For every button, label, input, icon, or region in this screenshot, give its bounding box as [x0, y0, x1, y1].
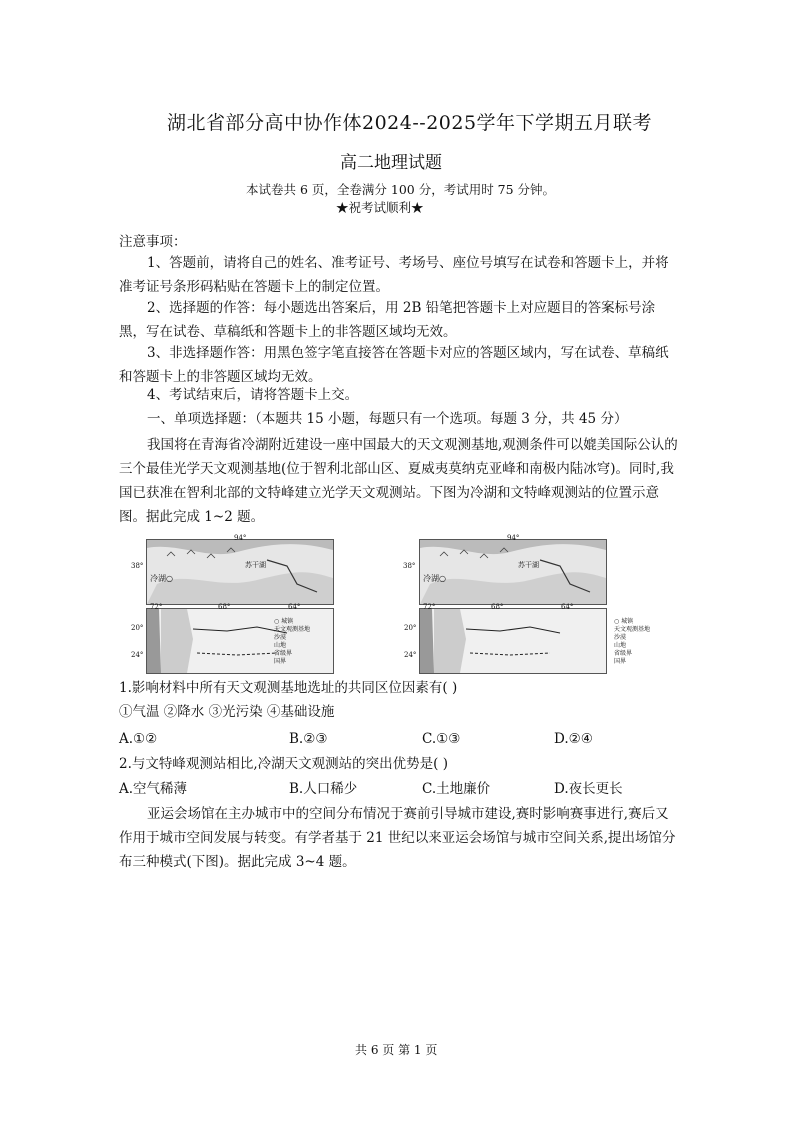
legend-mountain: 山地 [614, 642, 627, 649]
legend-desert: 沙漠 [614, 634, 627, 641]
map-right-lat-20: 20° [404, 624, 417, 632]
map-right-lon-72: 72° [423, 603, 436, 611]
notice-item-3: 3、非选择题作答：用黑色签字笔直接答在答题卡对应的答题区域内，写在试卷、草稿纸和答题卡上的非答题区域均无效。 [119, 345, 669, 385]
legend-observatory: 天文观测基地 [274, 626, 311, 633]
question-2-stem: 2.与文特峰观测站相比,冷湖天文观测站的突出优势是( ) [119, 756, 448, 772]
map-left-lat-24: 24° [131, 651, 144, 659]
exam-info: 本试卷共 6 页，全卷满分 100 分，考试用时 75 分钟。 [246, 182, 556, 197]
question-2-option-a[interactable]: A.空气稀薄 [119, 781, 188, 797]
map-lenghu-right [419, 539, 607, 605]
legend-observatory: 天文观测基地 [614, 626, 651, 633]
question-2-option-b[interactable]: B.人口稀少 [289, 781, 358, 797]
passage-1: 我国将在青海省冷湖附近建设一座中国最大的天文观测基地,观测条件可以媲美国际公认的三个最佳光学天文观测基地(位于智利北部山区、夏威夷莫纳克亚峰和南极内陆冰穹)。同时,我国已获准在智利北部的文特峰建立光学天文观测站。下图为冷湖和文特峰观测站的位置示意图。据此完成 1~2 题。 [119, 437, 678, 525]
map-right-lon-64: 64° [561, 603, 574, 611]
legend-desert: 沙漠 [274, 634, 287, 641]
map-right-lat-38: 38° [403, 562, 416, 570]
question-2-option-c[interactable]: C.土地廉价 [422, 781, 491, 797]
legend-town: ○ 城镇 [614, 618, 634, 625]
legend-national-border: 国界 [274, 658, 287, 665]
notice-item-1: 1、答题前，请将自己的姓名、准考证号、考场号、座位号填写在试卷和答题卡上，并将准考证号条形码粘贴在答题卡上的制定位置。 [119, 255, 669, 295]
question-1-option-c[interactable]: C.①③ [422, 731, 461, 747]
page-footer: 共 6 页 第 1 页 [355, 1043, 438, 1057]
map-left-lon-64: 64° [288, 603, 301, 611]
legend-province-border: 省级界 [274, 650, 293, 657]
map-left-lon-94: 94° [234, 534, 247, 542]
legend-town: ○ 城镇 [274, 618, 294, 625]
question-1-option-a[interactable]: A.①② [119, 731, 158, 747]
map-right-lenghu: 冷湖○ [423, 574, 446, 583]
map-left-lat-38: 38° [131, 562, 144, 570]
map-lenghu-left [146, 539, 334, 605]
map-right-suganhu: 苏干湖 [518, 561, 539, 569]
legend-province-border: 省级界 [614, 650, 633, 657]
map-right-lon-68: 68° [491, 603, 504, 611]
exam-title: 湖北省部分高中协作体2024--2025学年下学期五月联考 [167, 112, 653, 134]
map-right-lat-24: 24° [404, 651, 417, 659]
map-left-lon-68: 68° [218, 603, 231, 611]
notice-item-2: 2、选择题的作答：每小题选出答案后，用 2B 铅笔把答题卡上对应题目的答案标号涂黑，写在试卷、草稿纸和答题卡上的非答题区域均无效。 [119, 300, 656, 340]
section-heading: 一、单项选择题：（本题共 15 小题，每题只有一个选项。每题 3 分，共 45 分） [147, 411, 628, 427]
question-2-option-d[interactable]: D.夜长更长 [554, 781, 623, 797]
map-left-lenghu: 冷湖○ [150, 574, 173, 583]
map-left-suganhu: 苏干湖 [245, 561, 266, 569]
passage-2: 亚运会场馆在主办城市中的空间分布情况于赛前引导城市建设,赛时影响赛事进行,赛后又作用于城市空间发展与转变。有学者基于 21 世纪以来亚运会场馆与城市空间关系,提出场馆分布三种模式(下图)。据此完成 3~4 题。 [119, 806, 676, 870]
notice-heading: 注意事项： [119, 234, 187, 250]
exam-wish: ★祝考试顺利★ [336, 200, 424, 215]
map-chile-right [419, 608, 607, 674]
question-1-option-d[interactable]: D.②④ [554, 731, 593, 747]
map-right-legend [614, 618, 650, 666]
map-left-lat-20: 20° [131, 624, 144, 632]
legend-mountain: 山地 [274, 642, 287, 649]
question-1-factors: ①气温 ②降水 ③光污染 ④基础设施 [119, 704, 335, 720]
question-1-option-b[interactable]: B.②③ [289, 731, 328, 747]
map-left-lon-72: 72° [150, 603, 163, 611]
map-right-lon-94: 94° [507, 534, 520, 542]
notice-item-4: 4、考试结束后，请将答题卡上交。 [147, 387, 359, 403]
legend-national-border: 国界 [614, 658, 627, 665]
map-left-legend [274, 618, 310, 666]
exam-subtitle: 高二地理试题 [340, 153, 442, 173]
question-1-stem: 1.影响材料中所有天文观测基地选址的共同区位因素有( ) [119, 680, 458, 696]
